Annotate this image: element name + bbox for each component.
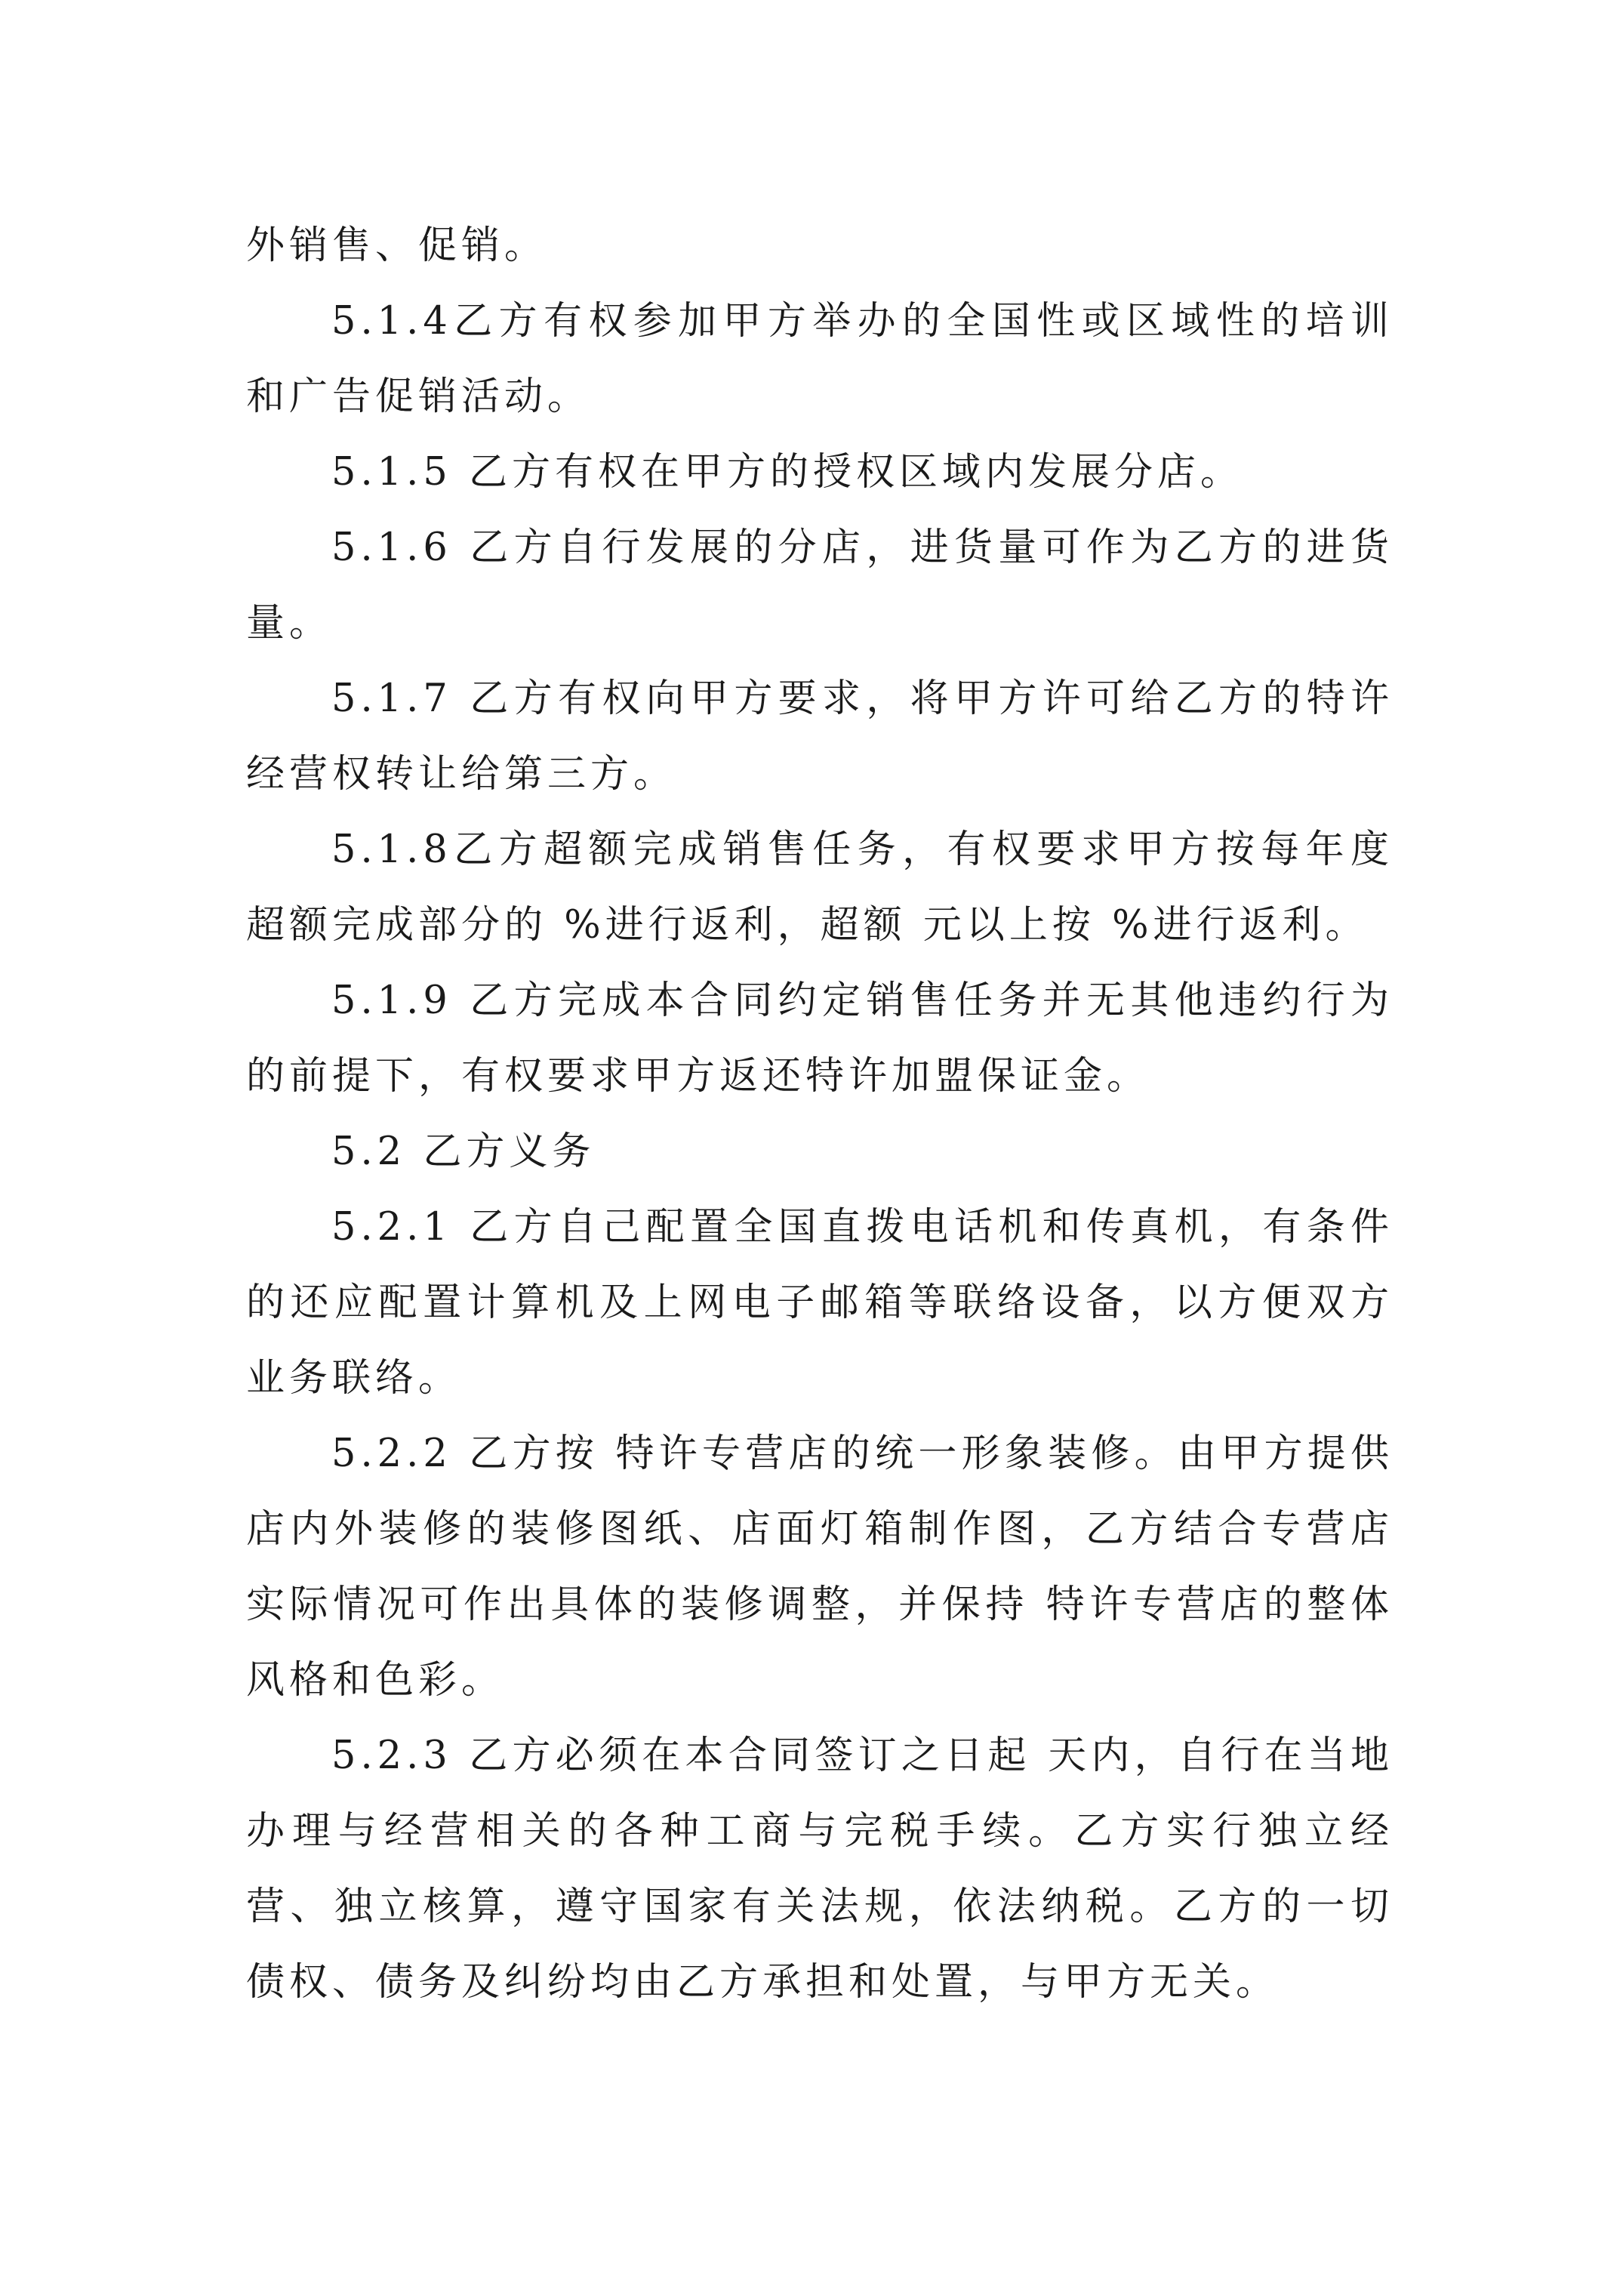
document-body bbox=[246, 208, 1394, 2020]
clause-5-1-9: 5.1.9 乙方完成本合同约定销售任务并无其他违约行为的前提下，有权要求甲方返还特许加盟保证金。 bbox=[246, 978, 1394, 1099]
paragraph-continuation: 外销售、促销。 bbox=[246, 223, 548, 268]
clause-5-1-5: 5.1.5 乙方有权在甲方的授权区域内发展分店。 bbox=[331, 450, 1243, 495]
clause-5-1-7: 5.1.7 乙方有权向甲方要求，将甲方许可给乙方的特许经营权转让给第三方。 bbox=[246, 676, 1394, 797]
clause-5-1-6: 5.1.6 乙方自行发展的分店，进货量可作为乙方的进货量。 bbox=[246, 525, 1394, 646]
clause-5-2-2: 5.2.2 乙方按 特许专营店的统一形象装修。由甲方提供店内外装修的装修图纸、店面灯箱制作图，乙方结合专营店实际情况可作出具体的装修调整，并保持 特许专营店的整体风格和色彩。 bbox=[246, 1432, 1394, 1703]
clause-5-2-3: 5.2.3 乙方必须在本合同签订之日起 天内，自行在当地办理与经营相关的各种工商与完税手续。乙方实行独立经营、独立核算，遵守国家有关法规，依法纳税。乙方的一切债权、债务及纠纷均由乙方承担和处置，与甲方无关。 bbox=[246, 1734, 1394, 2005]
clause-5-1-4: 5.1.4乙方有权参加甲方举办的全国性或区域性的培训和广告促销活动。 bbox=[246, 299, 1394, 419]
clause-5-1-8: 5.1.8乙方超额完成销售任务，有权要求甲方按每年度超额完成部分的 %进行返利，超额 元以上按 %进行返利。 bbox=[246, 827, 1394, 948]
section-heading-5-2: 5.2 乙方义务 bbox=[331, 1130, 596, 1174]
clause-5-2-1: 5.2.1 乙方自己配置全国直拨电话机和传真机，有条件的还应配置计算机及上网电子邮箱等联络设备，以方便双方业务联络。 bbox=[246, 1205, 1394, 1401]
